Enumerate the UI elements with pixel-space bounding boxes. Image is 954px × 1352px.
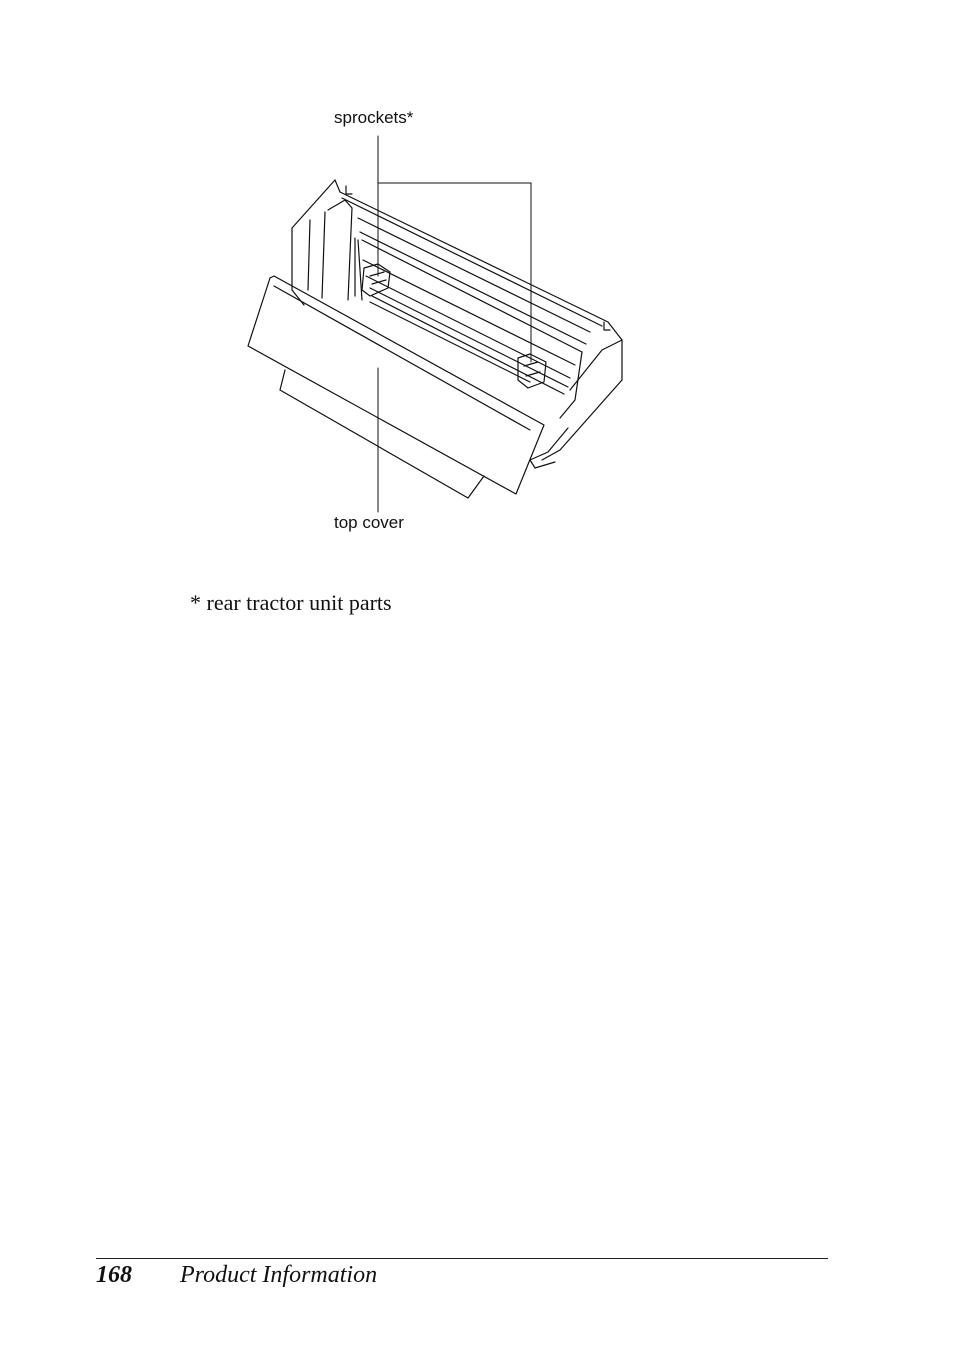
sprockets-callout-label: sprockets* (334, 108, 414, 127)
printer-drawing (230, 100, 650, 550)
printer-illustration (230, 100, 650, 550)
top-cover-callout-label: top cover (334, 513, 404, 532)
footer-divider (96, 1258, 828, 1259)
page-number: 168 (96, 1262, 132, 1288)
running-footer-title: Product Information (180, 1262, 378, 1288)
figure-footnote: * rear tractor unit parts (190, 590, 392, 615)
